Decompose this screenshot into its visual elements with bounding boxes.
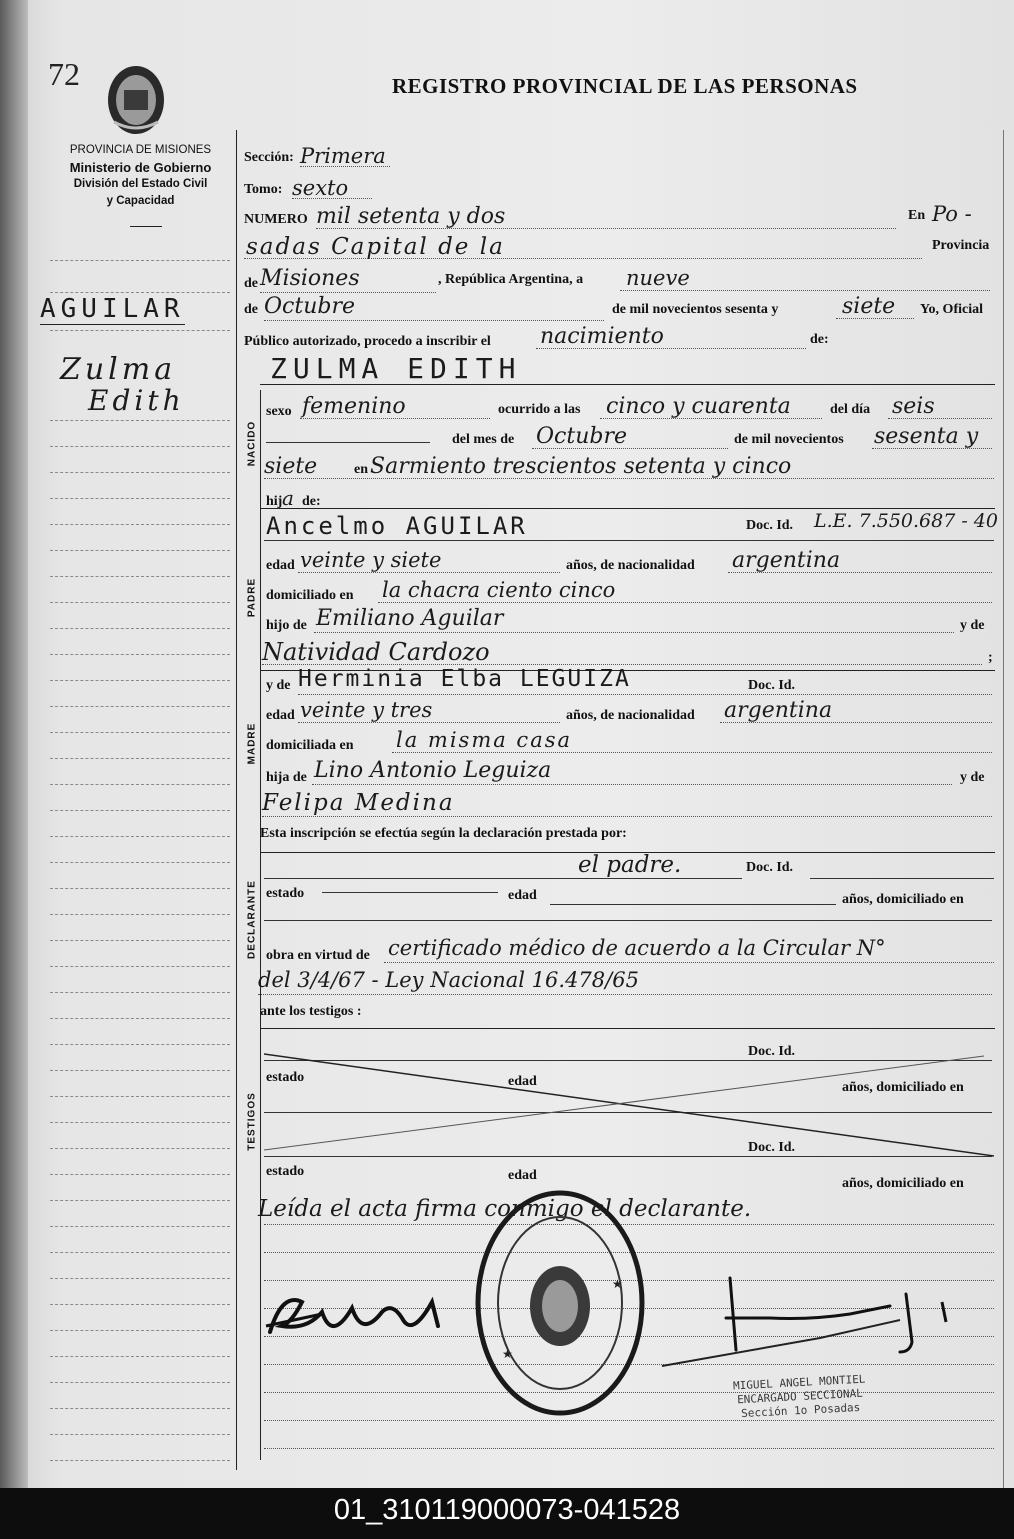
- hijo-suffix: a: [282, 486, 294, 510]
- declarante-estado-label: estado: [266, 886, 305, 901]
- en-value: Po -: [932, 202, 972, 226]
- declarante-quien: el padre.: [578, 852, 682, 878]
- testigo2-edad-label: edad: [508, 1168, 537, 1183]
- numero-value: mil setenta y dos: [316, 204, 506, 229]
- dia-inscripcion: nueve: [626, 266, 690, 290]
- tomo-label: Tomo:: [244, 182, 283, 197]
- acto-value: nacimiento: [540, 324, 664, 349]
- madre-padre-de: Lino Antonio Leguiza: [314, 758, 552, 783]
- mes-inscripcion: Octubre: [264, 294, 355, 319]
- section-label-testigos: TESTIGOS: [246, 1092, 258, 1151]
- padre-edad-label: edad: [266, 558, 295, 573]
- document-title: REGISTRO PROVINCIAL DE LAS PERSONAS: [392, 74, 858, 98]
- padre-doc-label: Doc. Id.: [746, 518, 794, 533]
- yo-oficial-label: Yo, Oficial: [920, 302, 983, 317]
- section-label-madre: MADRE: [246, 722, 258, 765]
- testigo1-anios-label: años, domiciliado en: [842, 1080, 964, 1095]
- anio-label: de mil novecientos sesenta y: [612, 302, 779, 317]
- sexo-label: sexo: [266, 404, 292, 419]
- official-round-stamp: [472, 1188, 648, 1418]
- section-label-nacido: NACIDO: [246, 420, 258, 467]
- testigo1-edad-label: edad: [508, 1074, 537, 1089]
- publico-label: Público autorizado, procedo a inscribir el: [244, 334, 491, 349]
- madre-domicilio: la misma casa: [396, 728, 573, 752]
- provincia-label: Provincia: [932, 238, 990, 253]
- madre-y-de-label: y de: [266, 678, 291, 693]
- official-signature: [660, 1262, 960, 1382]
- obra-value-2: del 3/4/67 - Ley Nacional 16.478/65: [258, 968, 639, 992]
- obra-label: obra en virtud de: [266, 948, 370, 963]
- folio-number: 72: [48, 56, 80, 92]
- madre-hija-label: hija de: [266, 770, 307, 785]
- margin-surname: AGUILAR: [40, 294, 185, 324]
- page-right-border: [1003, 130, 1004, 1488]
- hijo-label: hij: [266, 494, 283, 509]
- testigos-cancel-lines: [264, 1050, 994, 1160]
- padre-nacionalidad: argentina: [732, 548, 841, 573]
- svg-text:★: ★: [612, 1277, 623, 1291]
- tomo-value: sexto: [292, 176, 349, 200]
- coat-of-arms-emblem: [104, 62, 168, 138]
- testigo2-doc-label: Doc. Id.: [748, 1140, 796, 1155]
- declarante-doc-label: Doc. Id.: [746, 860, 794, 875]
- obra-value: certificado médico de acuerdo a la Circular N°: [388, 936, 886, 960]
- section-sidebar-line: [260, 390, 261, 1460]
- testigos-intro: ante los testigos :: [260, 1004, 362, 1019]
- del-dia-label: del día: [830, 402, 871, 417]
- madre-madre-de: Felipa Medina: [262, 790, 455, 816]
- margin-given-name-2: Edith: [88, 384, 185, 417]
- anio-nacimiento-2: siete: [264, 454, 318, 479]
- madre-doc-label: Doc. Id.: [748, 678, 796, 693]
- declarante-edad-label: edad: [508, 888, 537, 903]
- numero-label: NUMERO: [244, 212, 308, 227]
- seccion-value: Primera: [300, 144, 386, 168]
- testigo2-estado-label: estado: [266, 1164, 305, 1179]
- testigo1-doc-label: Doc. Id.: [748, 1044, 796, 1059]
- official-title: ENCARGADO SECCIONAL: [736, 1386, 864, 1407]
- anio-value: siete: [842, 294, 896, 319]
- document-id-footer: 01_310119000073-041528: [333, 1494, 681, 1526]
- padre-padre-de: Emiliano Aguilar: [316, 606, 504, 631]
- padre-domicilio: la chacra ciento cinco: [382, 578, 616, 602]
- place-continuation: sadas Capital de la: [246, 234, 505, 260]
- provincia-value: Misiones: [260, 266, 360, 291]
- de2-label: de: [244, 302, 258, 317]
- madre-nombre: Herminia Elba LEGUIZA: [298, 666, 631, 692]
- issuer-ministry: Ministerio de Gobierno: [69, 160, 212, 175]
- padre-hijo-label: hijo de: [266, 618, 307, 633]
- padre-nac-label: años, de nacionalidad: [566, 558, 695, 573]
- padre-doc-value: L.E. 7.550.687 - 40: [814, 510, 998, 532]
- lugar-nacimiento: Sarmiento trescientos setenta y cinco: [370, 454, 792, 479]
- closing-statement: Leída el acta firma conmigo el declarante.: [258, 1196, 752, 1222]
- inscribed-name: ZULMA EDITH: [270, 352, 522, 385]
- madre-dom-label: domiciliada en: [266, 738, 354, 753]
- hora-value: cinco y cuarenta: [606, 394, 791, 419]
- ocurrido-label: ocurrido a las: [498, 402, 581, 417]
- padre-nombre: Ancelmo AGUILAR: [266, 512, 528, 540]
- official-name-stamp: [699, 1371, 901, 1423]
- issuer-division: División del Estado Civil: [73, 178, 208, 190]
- svg-text:★: ★: [502, 1347, 513, 1361]
- declaracion-intro: Esta inscripción se efectúa según la declaración prestada por:: [260, 826, 627, 841]
- padre-edad: veinte y siete: [300, 548, 442, 572]
- dia-nacimiento: seis: [892, 394, 935, 419]
- section-label-padre: PADRE: [246, 577, 258, 618]
- en-lugar-label: en: [354, 462, 368, 477]
- testigo2-anios-label: años, domiciliado en: [842, 1176, 964, 1191]
- anio-nac-label: de mil novecientos: [734, 432, 844, 447]
- hijo-de-label: de:: [302, 494, 321, 509]
- madre-edad: veinte y tres: [300, 698, 433, 722]
- official-section: Sección 1o Posadas: [740, 1400, 861, 1421]
- anio-nacimiento: sesenta y: [874, 424, 979, 449]
- en-label: En: [908, 208, 926, 223]
- issuer-province: PROVINCIA DE MISIONES: [69, 144, 212, 156]
- official-name: MIGUEL ANGEL MONTIEL: [732, 1372, 866, 1393]
- declarante-anios-label: años, domiciliado en: [842, 892, 964, 907]
- padre-dom-label: domiciliado en: [266, 588, 354, 603]
- mes-label: del mes de: [452, 432, 515, 447]
- republica-label: , República Argentina, a: [438, 272, 584, 287]
- sexo-value: femenino: [302, 394, 406, 419]
- madre-y-de-label-2: y de: [960, 770, 985, 785]
- testigo1-estado-label: estado: [266, 1070, 305, 1085]
- mes-nacimiento: Octubre: [536, 424, 627, 449]
- issuer-block: [38, 142, 243, 210]
- margin-given-name-1: Zulma: [60, 352, 177, 387]
- padre-madre-de: Natividad Cardozo: [262, 638, 490, 666]
- main-column-divider: [236, 130, 237, 1470]
- de3-label: de:: [810, 332, 829, 347]
- issuer-capacity: y Capacidad: [106, 195, 175, 207]
- issuer-divider: [130, 226, 162, 227]
- padre-semicolon: ;: [988, 650, 993, 665]
- de-label: de: [244, 276, 258, 291]
- section-label-declarante: DECLARANTE: [246, 880, 258, 959]
- madre-nac-label: años, de nacionalidad: [566, 708, 695, 723]
- madre-edad-label: edad: [266, 708, 295, 723]
- declarant-signature: [262, 1282, 462, 1352]
- seccion-label: Sección:: [244, 150, 294, 165]
- padre-y-de-label: y de: [960, 618, 985, 633]
- madre-nacionalidad: argentina: [724, 698, 833, 723]
